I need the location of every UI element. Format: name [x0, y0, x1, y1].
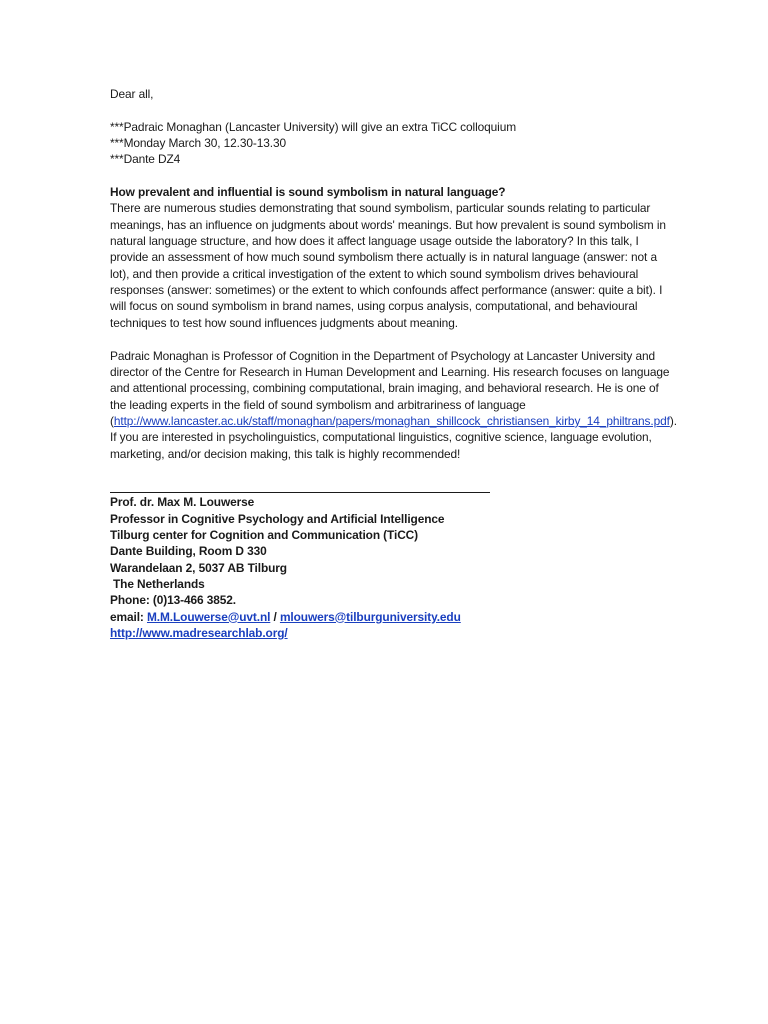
talk-abstract: There are numerous studies demonstrating that sound symbolism, particular sounds relating to particular meanings, has an influence on judgments about words' meanings. But how prevalent is sound symbolism in natural language structure, and how does it affect language usage outside the laboratory? In this talk, I provide an assessment of how much sound symbolism there actually is in natural language (answer: not a lot), and then provide a critical investigation of the extent to which sound symbolism drives behavioural responses (answer: sometimes) or the extent to which confounds affect performance (answer: quite a bit). I will focus on sound symbolism in brand names, using corpus analysis, computational, and behavioural techniques to test how sound influences judgments about meaning. — [110, 201, 666, 330]
email-link-tilburg[interactable]: mlouwers@tilburguniversity.edu — [279, 609, 461, 624]
email-link-uvt[interactable]: M.M.Louwerse@uvt.nl — [146, 609, 271, 624]
spacer — [110, 331, 670, 347]
paper-link[interactable]: http://www.lancaster.ac.uk/staff/monaghan/papers/monaghan_shillcock_christiansen_kirby_14_philtrans.pdf — [113, 413, 670, 428]
signature-email — [110, 609, 670, 625]
signature-position: Professor in Cognitive Psychology and Artificial Intelligence — [110, 511, 445, 526]
signature-building: Dante Building, Room D 330 — [110, 544, 267, 559]
signature-center: Tilburg center for Cognition and Communication (TiCC) — [110, 527, 419, 542]
signature-divider — [110, 478, 490, 493]
email-separator: / — [270, 609, 280, 624]
signature-website — [110, 625, 670, 641]
email-label: email: — [110, 609, 147, 624]
greeting: Dear all, — [110, 87, 154, 101]
announcement-location: ***Dante DZ4 — [110, 152, 181, 167]
website-link[interactable]: http://www.madresearchlab.org/ — [110, 626, 288, 640]
email-document — [110, 86, 677, 641]
signature-phone: Phone: (0)13-466 3852. — [110, 593, 237, 608]
spacer — [110, 102, 670, 118]
signature-country: The Netherlands — [113, 576, 205, 591]
signature-name: Prof. dr. Max M. Louwerse — [110, 495, 255, 510]
speaker-bio — [110, 348, 677, 462]
announcement-speaker: ***Padraic Monaghan (Lancaster University) will give an extra TiCC colloquium — [110, 119, 517, 134]
bio-text: Padraic Monaghan is Professor of Cognition in the Department of Psychology at Lancaster University and director of the Centre for Research in Human Development and Learning. His research focuses on language and attentional processing, combining computational, brain imaging, and behavioral research. He is one of the leading experts in the field of sound symbolism and arbitrariness of language ( — [110, 348, 670, 428]
signature-address: Warandelaan 2, 5037 AB Tilburg — [110, 560, 287, 575]
talk-title: How prevalent and influential is sound symbolism in natural language? — [110, 185, 506, 200]
bio-text-continued: ). If you are interested in psycholinguistics, computational linguistics, cognitive science, language evolution, marketing, and/or decision making, this talk is highly recommended! — [110, 413, 677, 461]
announcement-date: ***Monday March 30, 12.30-13.30 — [110, 136, 287, 151]
spacer — [110, 462, 670, 478]
spacer — [110, 168, 670, 184]
